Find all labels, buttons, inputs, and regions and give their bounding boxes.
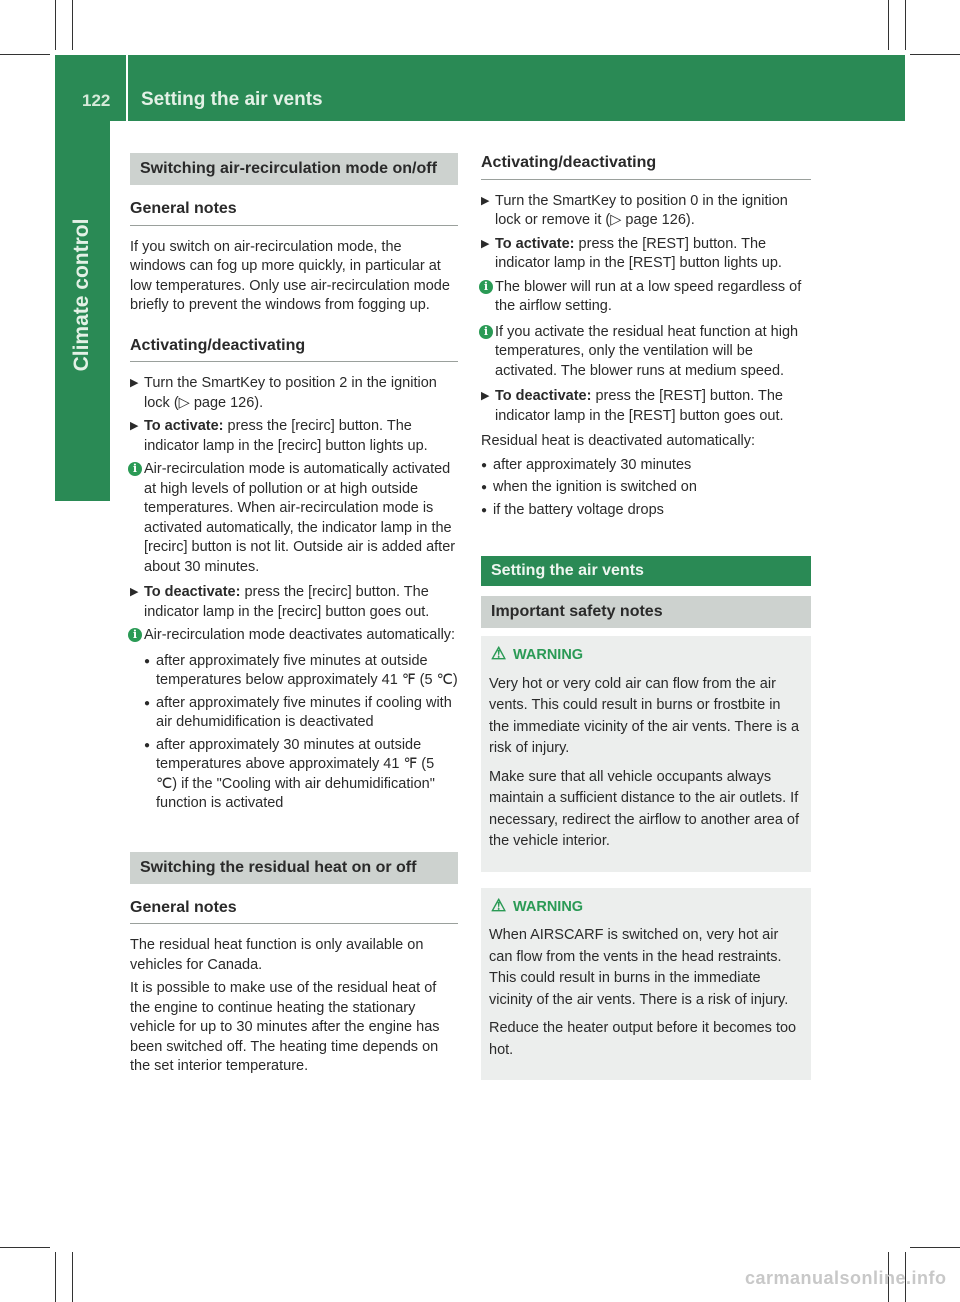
step-arrow-icon: ▶ xyxy=(481,390,490,402)
chapter-tab-label: Climate control xyxy=(70,218,93,372)
info-note: i The blower will run at a low speed regardless of the airflow setting. xyxy=(481,278,811,317)
bullet-icon: ● xyxy=(144,655,151,667)
crop-mark xyxy=(910,1247,960,1248)
section-title: Setting the air vents xyxy=(481,556,811,586)
instruction-step: ▶ Turn the SmartKey to position 0 in the ignition lock or remove it (▷ page 126). xyxy=(481,192,788,228)
list-item: ● after approximately five minutes if cooling with air dehumidification is deactivated xyxy=(144,694,452,730)
list-item: ● if the battery voltage drops xyxy=(481,501,811,521)
list-item: ● after approximately 30 minutes at outside temperatures above approximately 41 ℉ (5 ℃) if the "Cooling with air dehumidification" function is activated xyxy=(144,736,435,811)
info-note: i Air-recirculation mode is automatically activated at high levels of pollution or at high outside temperatures. When air-recirculation mode is activated automatically, the indicator lamp in the [recirc] button is not lit. Outside air is added after about 30 minutes. xyxy=(130,460,458,577)
warning-box xyxy=(481,888,811,1081)
info-icon: i xyxy=(128,628,142,642)
crop-mark xyxy=(72,0,73,50)
info-icon: i xyxy=(479,280,493,294)
crop-mark xyxy=(72,1252,73,1302)
list-item: ● when the ignition is switched on xyxy=(481,478,811,498)
paragraph: Reduce the heater output before it becomes too hot. xyxy=(489,1020,797,1058)
bullet-icon: ● xyxy=(481,459,488,471)
crop-mark xyxy=(888,0,889,50)
step-arrow-icon: ▶ xyxy=(130,420,139,432)
warning-label: WARNING xyxy=(513,647,584,663)
list-item: ● after approximately five minutes at outside temperatures below approximately 41 ℉ (5 ℃) xyxy=(144,652,458,688)
instruction-step: ▶ To activate: press the [REST] button. The indicator lamp in the [REST] button lights up. xyxy=(481,235,782,271)
info-note: i Air-recirculation mode deactivates automatically: xyxy=(130,626,458,646)
section-title: Switching air-recirculation mode on/off xyxy=(130,153,458,185)
step-arrow-icon: ▶ xyxy=(481,237,490,250)
crop-mark xyxy=(55,0,56,50)
bullet-icon: ● xyxy=(144,739,151,751)
crop-mark xyxy=(905,0,906,50)
instruction-step: ▶ To deactivate: press the [recirc] button. The indicator lamp in the [recirc] button goes out. xyxy=(130,584,430,620)
warning-triangle-icon: ⚠ xyxy=(491,895,507,915)
bullet-list xyxy=(130,652,458,814)
paragraph: The residual heat function is only available on vehicles for Canada. xyxy=(130,937,424,973)
crop-mark xyxy=(55,1252,56,1302)
list-item: ● after approximately 30 minutes xyxy=(481,456,811,476)
crop-mark xyxy=(910,54,960,55)
left-column xyxy=(130,153,458,1081)
bullet-list xyxy=(481,456,811,521)
paragraph: It is possible to make use of the residual heat of the engine to continue heating the stationary vehicle for up to 30 minutes after the engine has been switched off. The heating time depends on the set interior temperature. xyxy=(130,980,440,1074)
info-icon: i xyxy=(128,462,142,476)
bullet-icon: ● xyxy=(481,504,488,516)
right-column xyxy=(481,153,811,1096)
step-arrow-icon: ▶ xyxy=(481,194,490,207)
paragraph: When AIRSCARF is switched on, very hot air can flow from the vents in the head restraints. This could result in burns in the immediate vicinity of the air vents. There is a risk of injury. xyxy=(489,927,789,1008)
info-note: i If you activate the residual heat function at high temperatures, only the ventilation will be activated. The blower runs at medium speed. xyxy=(481,323,811,382)
page-header-bar xyxy=(55,55,905,121)
warning-triangle-icon: ⚠ xyxy=(491,644,507,663)
subsection-title: Activating/deactivating xyxy=(130,336,458,363)
paragraph: If you switch on air-recirculation mode, the windows can fog up more quickly, in particular at low temperatures. Only use air-recirculation mode briefly to prevent the windows from fogging up. xyxy=(130,238,450,313)
instruction-step: ▶ To activate: press the [recirc] button. The indicator lamp in the [recirc] button lights up. xyxy=(130,418,428,454)
chapter-tab-bottom xyxy=(55,421,110,501)
step-arrow-icon: ▶ xyxy=(130,377,139,389)
paragraph: Very hot or very cold air can flow from the air vents. This could result in burns or frostbite in the immediate vicinity of the air vents. There is a risk of injury. xyxy=(489,675,800,756)
instruction-step: ▶ To deactivate: press the [REST] button. The indicator lamp in the [REST] button goes out. xyxy=(481,388,784,424)
warning-box xyxy=(481,636,811,872)
paragraph: Make sure that all vehicle occupants always maintain a sufficient distance to the air outlets. If necessary, redirect the airflow to another area of the vehicle interior. xyxy=(489,768,800,849)
bullet-icon: ● xyxy=(481,482,488,493)
crop-mark xyxy=(0,1247,50,1248)
info-icon: i xyxy=(479,325,493,339)
step-arrow-icon: ▶ xyxy=(130,586,139,598)
section-title: Switching the residual heat on or off xyxy=(130,852,458,884)
paragraph: Residual heat is deactivated automatically: xyxy=(481,433,756,449)
warning-label: WARNING xyxy=(513,898,584,915)
page-header-title: Setting the air vents xyxy=(141,89,323,110)
instruction-step: ▶ Turn the SmartKey to position 2 in the ignition lock (▷ page 126). xyxy=(130,375,437,411)
crop-mark xyxy=(0,54,50,55)
subsection-title: General notes xyxy=(130,199,458,226)
page-number: 122 xyxy=(82,91,111,110)
header-divider xyxy=(126,55,128,121)
subsection-title: Important safety notes xyxy=(481,596,811,628)
subsection-title: Activating/deactivating xyxy=(481,153,811,180)
bullet-icon: ● xyxy=(144,697,151,709)
subsection-title: General notes xyxy=(130,898,458,925)
watermark: carmanualsonline.info xyxy=(745,1268,947,1288)
